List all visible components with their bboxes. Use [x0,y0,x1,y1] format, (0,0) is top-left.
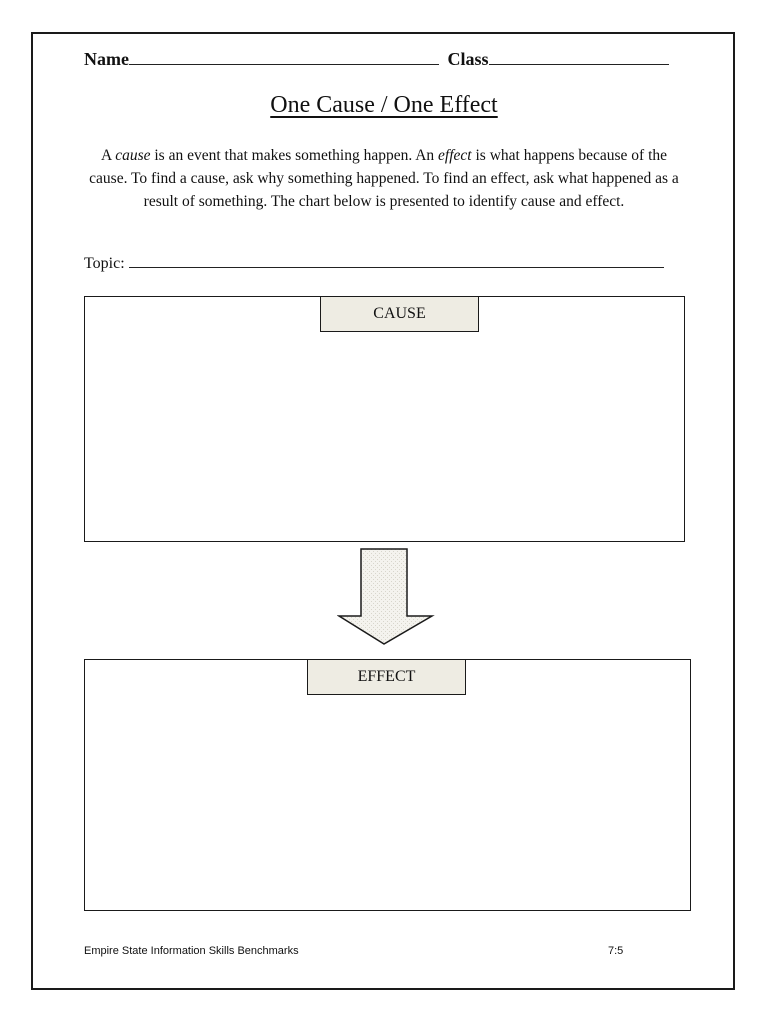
intro-text-3: is what happens because of the cause. To find a cause, ask why something happened. To find an effect, ask what happened as a result of something. The chart below is presented to identify cause and effect. [89,147,679,210]
cause-box[interactable] [84,296,685,542]
intro-text-1: A [100,147,116,164]
page-title: One Cause / One Effect [270,92,498,118]
topic-label: Topic: [84,255,125,272]
topic-field[interactable] [129,253,664,268]
intro-paragraph [80,144,688,213]
name-class-line [84,48,688,70]
name-label: Name [84,49,129,69]
class-label: Class [447,49,489,69]
topic-line [84,253,684,273]
class-field[interactable] [489,48,669,65]
effect-box[interactable] [84,659,691,911]
intro-cause-word: cause [115,147,151,164]
intro-text-2: is an event that makes something happen. An [150,147,439,164]
cause-label: CAUSE [320,296,479,332]
page-title-wrap [0,92,768,119]
effect-label: EFFECT [307,659,466,695]
footer-page-number: 7:5 [608,945,624,957]
footer-source: Empire State Information Skills Benchmarks [84,945,299,957]
down-arrow-icon [337,547,435,647]
intro-effect-word: effect [438,147,472,164]
name-field[interactable] [129,48,439,65]
